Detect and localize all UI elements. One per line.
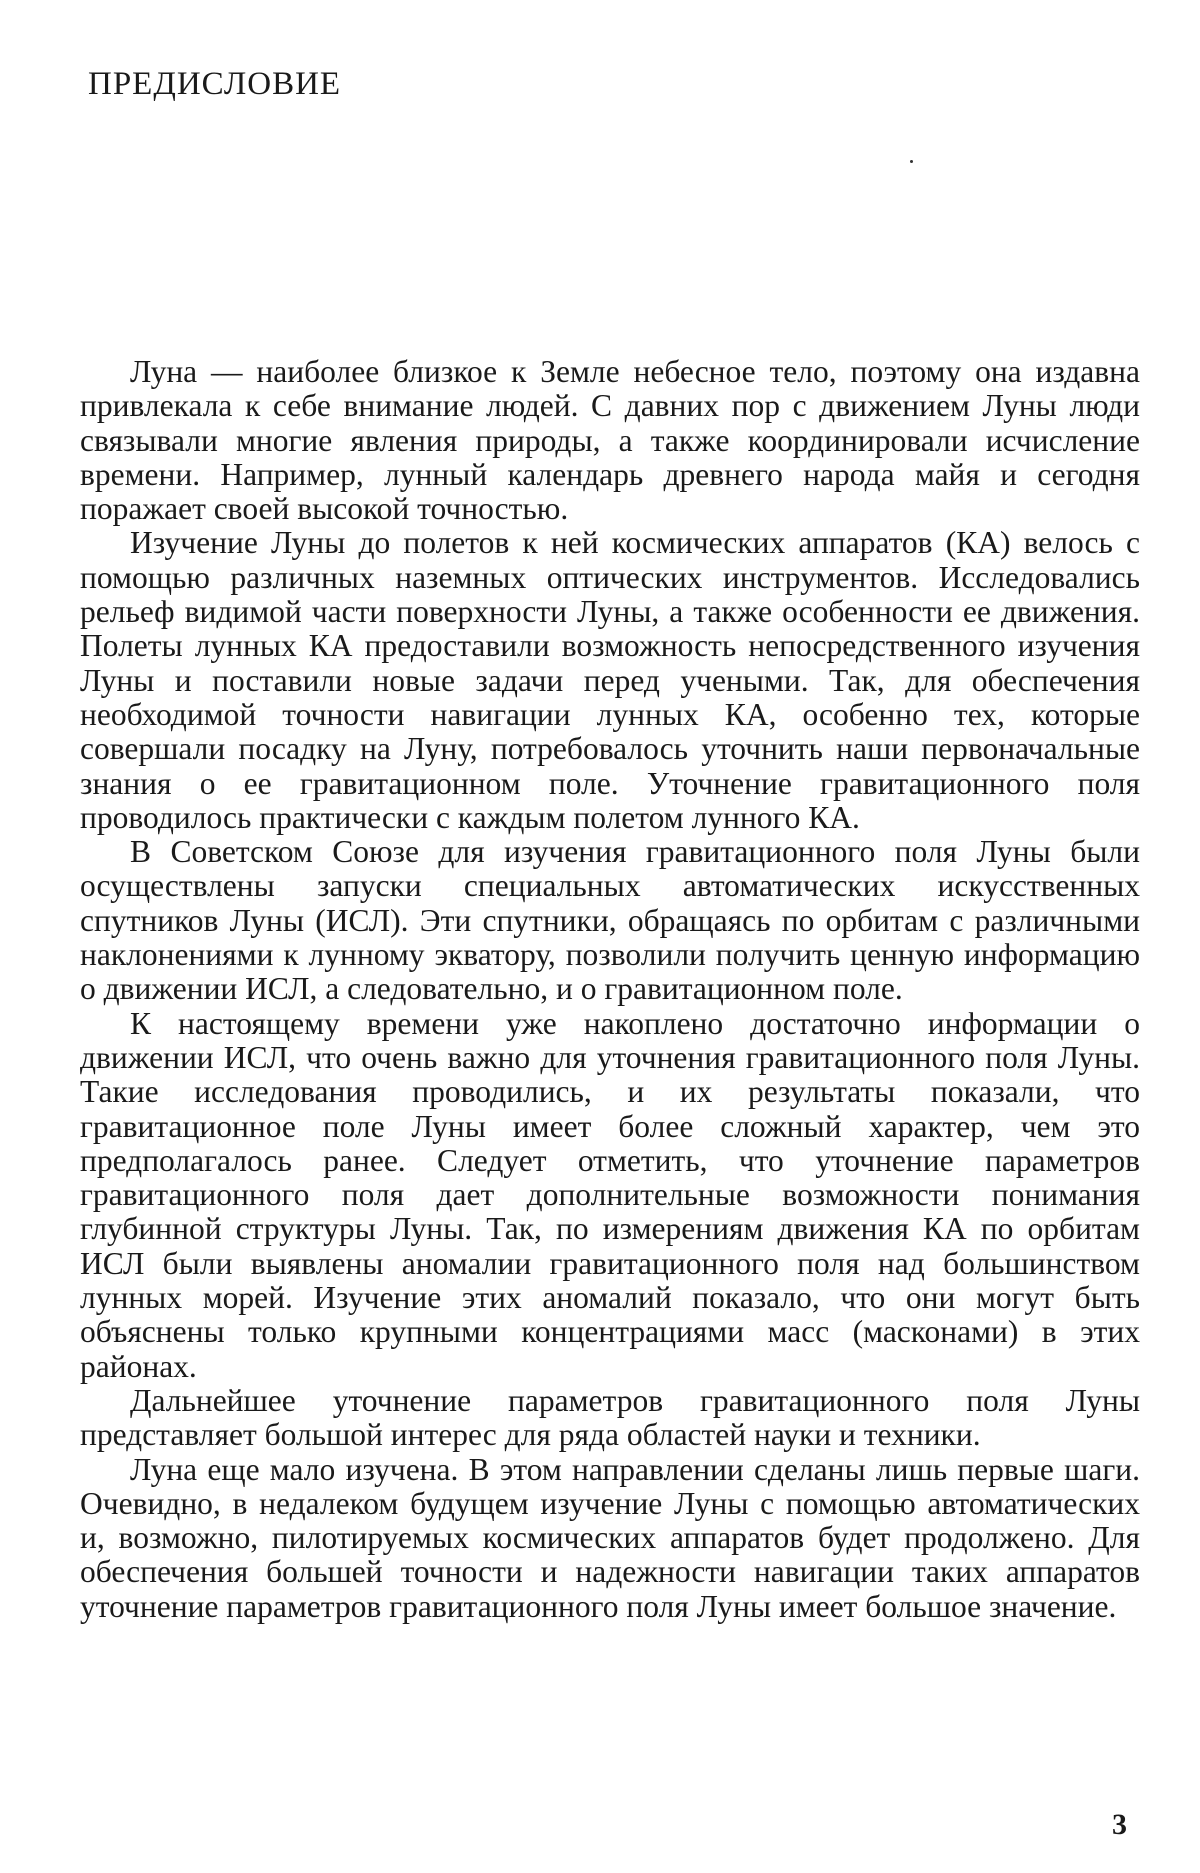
body-text bbox=[80, 355, 1140, 1624]
paragraph-4: К настоящему времени уже накоплено достаточно информации о движении ИСЛ, что очень важно для уточнения гравитационного поля Луны. Такие исследования проводились, и их результаты показали, что гравитационное поле Луны имеет более сложный характер, чем это предполагалось ранее. Следует отметить, что уточнение параметров гравитационного поля дает дополнительные возможности понимания глубинной структуры Луны. Так, по измерениям движения КА по орбитам ИСЛ были выявлены аномалии гравитационного поля над большинством лунных морей. Изучение этих аномалий показало, что они могут быть объяснены только крупными концентрациями масс (масконами) в этих районах. bbox=[80, 1005, 1140, 1384]
paragraph-3: В Советском Союзе для изучения гравитационного поля Луны были осуществлены запуски специальных автоматических искусственных спутников Луны (ИСЛ). Эти спутники, обращаясь по орбитам с различными наклонениями к лунному экватору, позволили получить ценную информацию о движении ИСЛ, а следовательно, и о гравитационном поле. bbox=[80, 834, 1140, 1007]
page-title: ПРЕДИСЛОВИЕ bbox=[88, 66, 342, 102]
paragraph-5: Дальнейшее уточнение параметров гравитационного поля Луны представляет большой интерес для ряда областей науки и техники. bbox=[80, 1382, 1140, 1453]
print-speck bbox=[910, 160, 913, 163]
page-number: 3 bbox=[1112, 1808, 1127, 1841]
paragraph-1: Луна — наиболее близкое к Земле небесное тело, поэтому она издавна привлекала к себе внимание людей. С давних пор с движением Луны люди связывали многие явления природы, а также координировали исчисление времени. Например, лунный календарь древнего народа майя и сегодня поражает своей высокой точностью. bbox=[80, 354, 1140, 527]
paragraph-2: Изучение Луны до полетов к ней космических аппаратов (КА) велось с помощью различных наземных оптических инструментов. Исследовались рельеф видимой части поверхности Луны, а также особенности ее движения. Полеты лунных КА предоставили возможность непосредственного изучения Луны и поставили новые задачи перед учеными. Так, для обеспечения необходимой точности навигации лунных КА, особенно тех, которые совершали посадку на Луну, потребовалось уточнить наши первоначальные знания о ее гравитационном поле. Уточнение гравитационного поля проводилось практически с каждым полетом лунного КА. bbox=[80, 525, 1140, 835]
paragraph-6: Луна еще мало изучена. В этом направлении сделаны лишь первые шаги. Очевидно, в недалеком будущем изучение Луны с помощью автоматических и, возможно, пилотируемых космических аппаратов будет продолжено. Для обеспечения большей точности и надежности навигации таких аппаратов уточнение параметров гравитационного поля Луны имеет большое значение. bbox=[80, 1451, 1140, 1624]
